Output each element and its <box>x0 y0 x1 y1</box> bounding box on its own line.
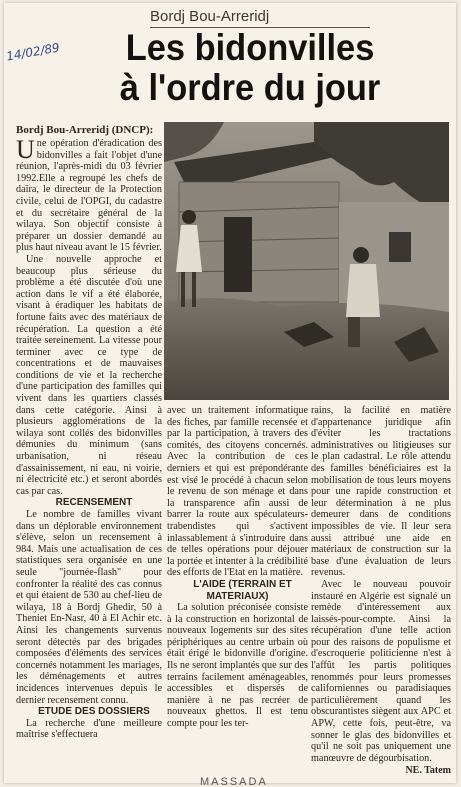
headline <box>78 28 422 108</box>
dateline: Bordj Bou-Arreridj (DNCP): <box>16 124 154 136</box>
news-photo <box>164 122 449 400</box>
paragraph: Le nombre de familles vivant dans un déplorable environnement s'élève, selon un recensement à 984. Mais une actualisation de ces statistiques sera organisée en une seule "journée-flash" pour confronter la réalité des cas connus et qui étaient de 530 au chef-lieu de wilaya, 18 à Bordj Ghedir, 50 à Theniet En-Nasr, 40 à El Achir etc. Ainsi les changements survenus seront détectés par des brigades composées d'éléments des services concernés notamment les mariages, les déménagements et autres incidences intervenues depuis le dernier recensement connu. <box>16 509 162 706</box>
paragraph: ne opération d'éradication des bidonvilles a fait l'objet d'une réunion, l'après-midi du 03 février 1992.Elle a regroupé les chefs de daïra, le directeur de la Protection civile, celui de l'OPGI, du cadastre et du secrétaire général de la wilaya. Son objectif consiste à préparer un dossier demandé au plus haut niveau avant le 15 février. <box>16 138 162 254</box>
child-leg <box>192 272 196 307</box>
paragraph: La recherche d'une meilleure maîtrise s'effectuera <box>16 717 162 741</box>
handwritten-date: 14/02/89 <box>5 40 61 64</box>
man-head <box>353 247 369 263</box>
paragraph: La solution préconisée consiste à la construction en horizontal de nouveaux logements sur des sites périphériques au centre urbain où était érigé le bidonville d'origine. Ils ne seront implantés que sur des terrains facilement aménageables, accessibles et dispersés de manière à ne pas recréer de nouveaux ghettos. Il est tenu compte pour les ter- <box>167 602 308 730</box>
author-signature: NE. Tatem <box>405 765 451 777</box>
paragraph: Avec le nouveau pouvoir instauré en Algérie est signalé un remède d'intéressement aux laissés-pour-compte. Ainsi la récupération d'une telle action pour des raisons de populisme et d'escroquerie politicienne n'est à l'affût les partis politiques renommés pour leurs promesses californiennes ou paradisiaques particulièrement quand les obscurantistes siègent aux APC et APW, cette fois, peut-être, va sonner le glas des bidonvilles et qu'il ne soit pas uniquement une manœuvre de dégourbisation. <box>311 578 451 764</box>
paragraph: Une nouvelle approche et beaucoup plus sérieuse du problème a été discutée d'où une action dans le vif a été élaborée, visant à éradiquer les habitats de fortune faits avec des matériaux de récupération. La question a été traitée sereinement. La vitesse pour terminer avec ce type de concentrations et de mauvaises conditions de vie et la recherche d'une participation des familles qui vivent dans les quartiers classés dans cette catégorie. Ainsi à plusieurs agglomérations de la wilaya sont collés des bidonvilles démunies du minimum (sans urbanisation, ni réseau d'assainissement, ni eau, ni voirie, ni électricité etc.) et seront abordés cas par cas. <box>16 253 162 497</box>
child-leg <box>181 272 185 307</box>
subheading: RECENSEMENT <box>55 497 133 509</box>
doorway <box>224 217 252 292</box>
headline-line-2: à l'ordre du jour <box>119 67 381 108</box>
man-leg <box>348 317 360 347</box>
column-2 <box>167 405 308 730</box>
subheading: ETUDE DES DOSSIERS <box>38 706 150 718</box>
paragraph: rains, la facilité en matière d'appartenance juridique afin d'éviter les tractations administratives ou litigieuses sur le plan cadastral. Le rôle attendu des familles bénéficiaires est la mobilisation de tous leurs moyens pour une rapide construction et leur détermination à ne plus demeurer dans de conditions impossibles de vie. Il leur sera aussi attribué une aide en matériaux de construction sur la base d'une évaluation de leurs revenus. <box>311 405 451 579</box>
paragraph: avec un traitement informatique des fiches, par famille recensée et par la participation, à travers des comités, des citoyens concernés. Avec la contribution de ces derniers et qui est prépondérante est visé le procédé à chacun selon le revenu de son ménage et dans la transparence afin aussi de barrer la route aux spéculateurs-trabendistes qui s'activent inlassablement à s'introduire dans de telles opérations pour déjouer la portée et intenter à la crédibilité des efforts de l'Etat en la matière. <box>167 405 308 579</box>
column-3 <box>311 405 451 777</box>
footer-cut-text: MASSADA <box>200 776 268 786</box>
headline-line-1: Les bidonvilles <box>125 27 375 68</box>
section-header: Bordj Bou-Arreridj <box>150 8 370 28</box>
child-head <box>182 210 196 224</box>
subheading: L'AIDE (TERRAIN ET MATERIAUX) <box>193 578 292 602</box>
shack-wall <box>179 182 339 302</box>
man-figure <box>346 264 380 317</box>
window-opening <box>389 232 411 262</box>
column-1 <box>16 135 162 741</box>
drop-cap: U <box>16 135 35 164</box>
